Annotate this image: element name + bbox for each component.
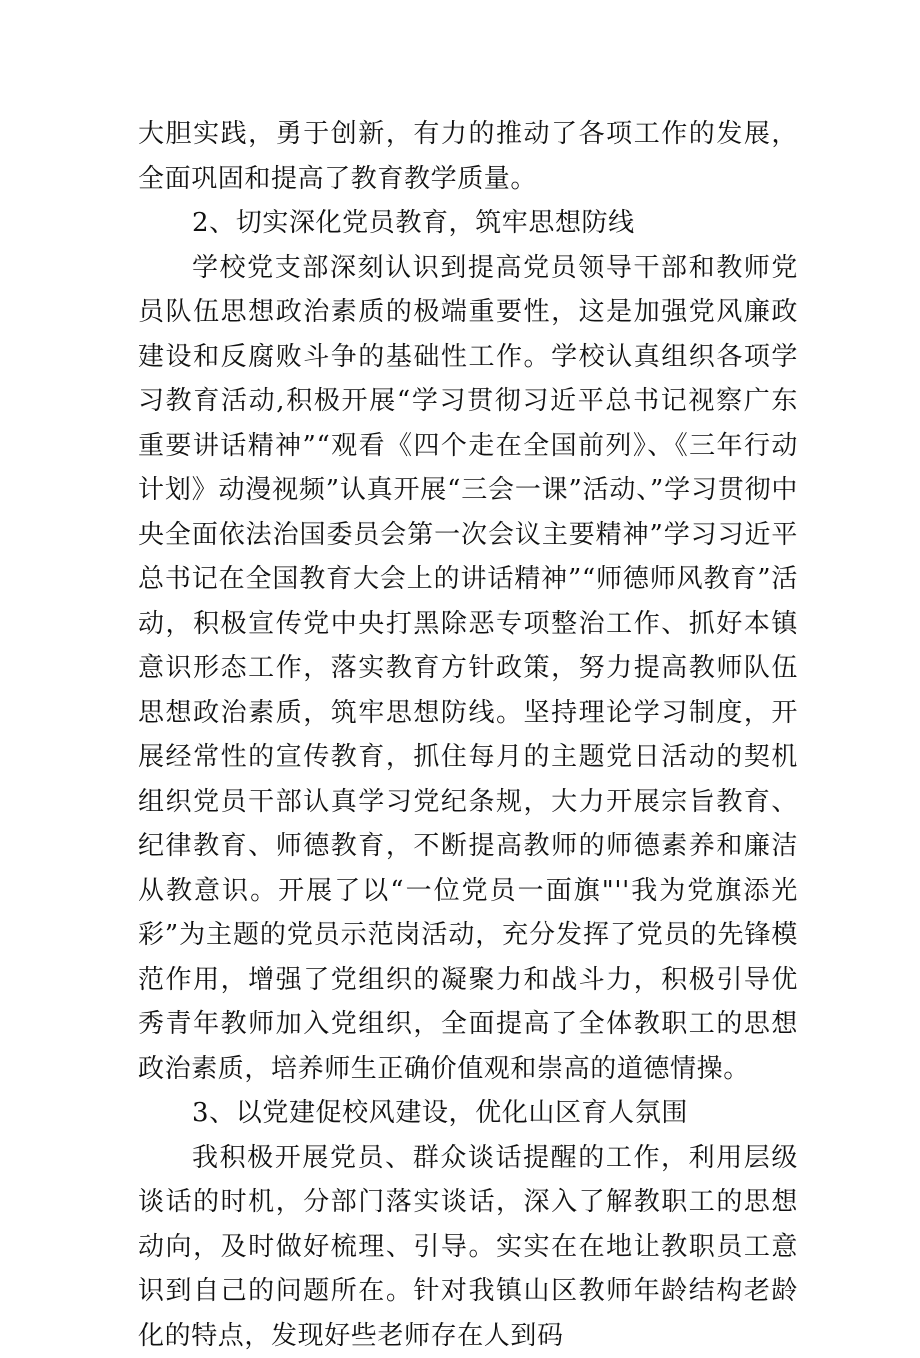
paragraph-school-culture: 我积极开展党员、群众谈话提醒的工作，利用层级谈话的时机，分部门落实谈话，深入了解教职工的思想动向，及时做好梳理、引导。实实在在地让教职员工意识到自己的问题所在。针对我镇山区教师年龄结构老龄化的特点，发现好些老师存在人到码	[138, 1136, 798, 1358]
paragraph-party-education: 学校党支部深刻认识到提高党员领导干部和教师党员队伍思想政治素质的极端重要性，这是加强党风廉政建设和反腐败斗争的基础性工作。学校认真组织各项学习教育活动,积极开展“学习贯彻习近平总书记视察广东重要讲话精神”“观看《四个走在全国前列》、《三年行动计划》动漫视频”认真开展“三会一课”活动、”学习贯彻中央全面依法治国委员会第一次会议主要精神”学习习近平总书记在全国教育大会上的讲话精神”“师德师风教育”活动，积极宣传党中央打黑除恶专项整治工作、抓好本镇意识形态工作，落实教育方针政策，努力提高教师队伍思想政治素质，筑牢思想防线。坚持理论学习制度，开展经常性的宣传教育，抓住每月的主题党日活动的契机组织党员干部认真学习党纪条规，大力开展宗旨教育、纪律教育、师德教育，不断提高教师的师德素养和廉洁从教意识。开展了以“一位党员一面旗"''我为党旗添光彩”为主题的党员示范岗活动，充分发挥了党员的先锋模范作用，增强了党组织的凝聚力和战斗力，积极引导优秀青年教师加入党组织，全面提高了全体教职工的思想政治素质，培养师生正确价值观和崇高的道德情操。	[138, 246, 798, 1092]
section-heading-3: 3、以党建促校风建设，优化山区育人氛围	[138, 1091, 798, 1136]
section-heading-2: 2、切实深化党员教育，筑牢思想防线	[138, 201, 798, 246]
document-page	[138, 112, 798, 1358]
paragraph-continuation: 大胆实践，勇于创新，有力的推动了各项工作的发展，全面巩固和提高了教育教学质量。	[138, 112, 798, 201]
